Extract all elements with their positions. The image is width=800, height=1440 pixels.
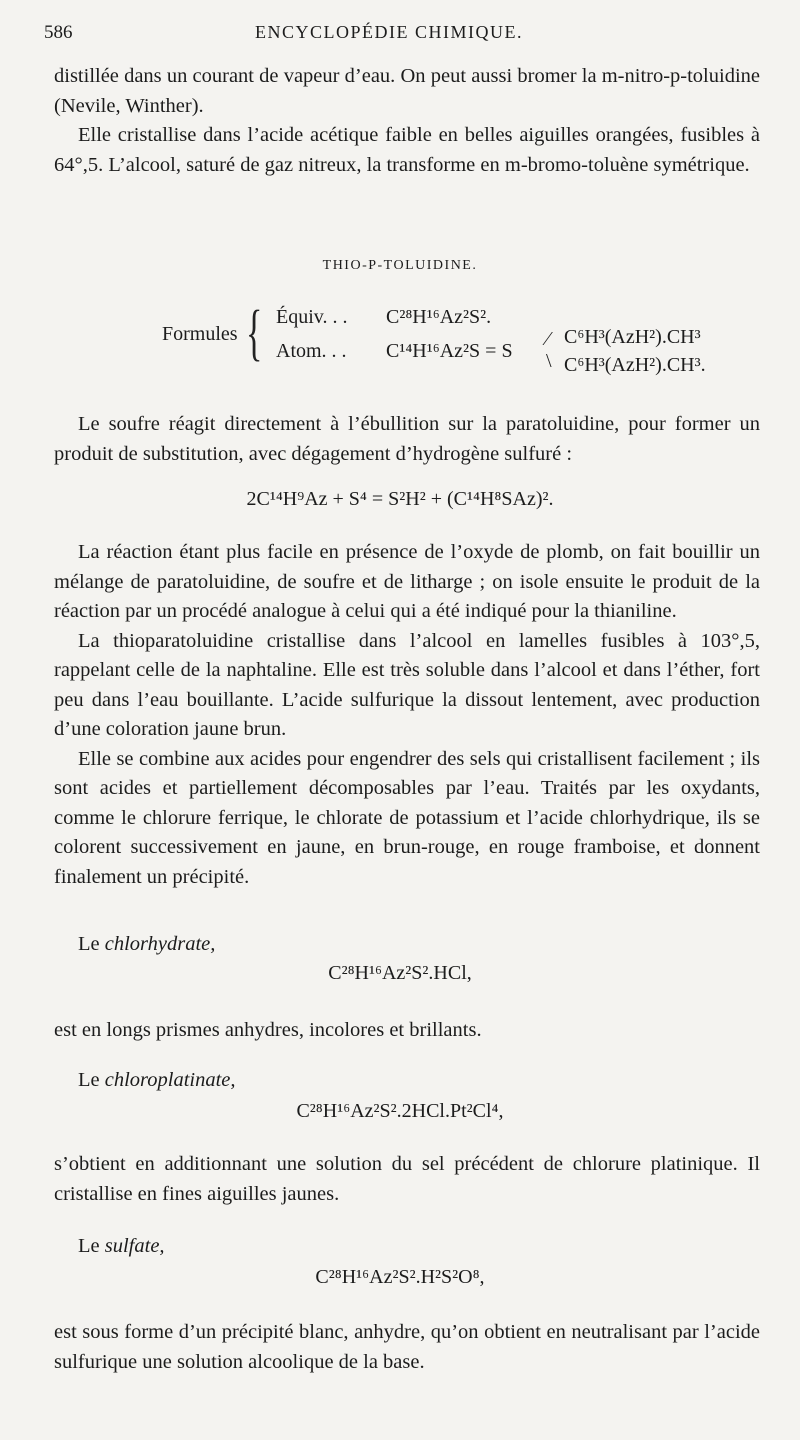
- page-number: 586: [44, 22, 73, 43]
- sulfate-name: sulfate,: [104, 1235, 165, 1257]
- chloroplatinate-desc: s’obtient en additionnant une solution du sel précédent de chlorure platinique. Il cristallise en fines aiguilles jaunes.: [54, 1153, 760, 1205]
- chloroplatinate-intro: [54, 1066, 760, 1096]
- equiv-label: Équiv. . .: [276, 306, 348, 328]
- brace-icon: {: [246, 299, 263, 367]
- equiv-row: [276, 306, 492, 329]
- atom-formula: C¹⁴H¹⁶Az²S = S: [386, 340, 513, 362]
- paragraph-continuation: distillée dans un courant de vapeur d’eau. On peut aussi bromer la m-nitro-p-toluidine (Nevile, Winther).: [54, 65, 760, 117]
- sulfate-desc-block: [54, 1318, 760, 1377]
- sulfate-intro: [54, 1232, 760, 1262]
- sulfate-le: Le: [78, 1235, 100, 1257]
- paragraph-thio: La thioparatoluidine cristallise dans l’alcool en lamelles fusibles à 103°,5, rappelant celle de la naphtaline. Elle est très soluble dans l’alcool et dans l’éther, fort peu dans l’eau bouillante. L’acide sulfurique la dissout lentement, avec production d’une coloration jaune brun.: [54, 629, 760, 740]
- equation: 2C¹⁴H⁹Az + S⁴ = S²H² + (C¹⁴H⁸SAz)².: [246, 488, 554, 510]
- intro-text: [54, 62, 760, 180]
- chloroplatinate-desc-block: [54, 1150, 760, 1209]
- chlorhydrate-desc-block: [54, 1016, 760, 1046]
- chlorhydrate-formula: C²⁸H¹⁶Az²S².HCl,: [328, 962, 472, 984]
- running-title: ENCYCLOPÉDIE CHIMIQUE.: [255, 22, 523, 42]
- chlorhydrate-intro: [54, 930, 760, 960]
- branch-top: C⁶H³(AzH²).CH³: [564, 326, 701, 348]
- formulas-label: Formules: [162, 323, 238, 345]
- paragraph-reaction: La réaction étant plus facile en présence de l’oxyde de plomb, on fait bouillir un mélange de paratoluidine, de soufre et de litharge ; on isole ensuite le produit de la réaction par un procédé analogue à celui qui a été indiqué pour la thianiline.: [54, 541, 760, 622]
- chloroplatinate-le: Le: [78, 1069, 100, 1091]
- equiv-formula: C²⁸H¹⁶Az²S².: [386, 306, 492, 328]
- page-header: [44, 22, 734, 52]
- chloroplatinate-formula: C²⁸H¹⁶Az²S².2HCl.Pt²Cl⁴,: [296, 1100, 504, 1122]
- atom-row: [276, 340, 513, 363]
- chloroplatinate-name: chloroplatinate,: [104, 1069, 236, 1091]
- sulfate-formula: C²⁸H¹⁶Az²S².H²S²O⁸,: [315, 1266, 485, 1288]
- chlorhydrate-le: Le: [78, 933, 100, 955]
- bond-up-icon: ⁄: [546, 328, 550, 350]
- body-text: [54, 538, 760, 892]
- paragraph-soufre-text: Le soufre réagit directement à l’ébullition sur la paratoluidine, pour former un produit de substitution, avec dégagement d’hydrogène sulfuré :: [54, 413, 760, 465]
- chlorhydrate-desc: est en longs prismes anhydres, incolores et brillants.: [54, 1019, 482, 1041]
- sulfate-desc: est sous forme d’un précipité blanc, anhydre, qu’on obtient en neutralisant par l’acide sulfurique une solution alcoolique de la base.: [54, 1321, 760, 1373]
- formula-block: [162, 300, 800, 380]
- section-heading: THIO-P-TOLUIDINE.: [322, 258, 478, 273]
- paragraph-crystallization: Elle cristallise dans l’acide acétique faible en belles aiguilles orangées, fusibles à 64°,5. L’alcool, saturé de gaz nitreux, la transforme en m-bromo-toluène symétrique.: [54, 124, 760, 176]
- chlorhydrate-name: chlorhydrate,: [104, 933, 216, 955]
- paragraph-soufre: [54, 410, 760, 469]
- atom-label: Atom. . .: [276, 340, 347, 362]
- branch-bottom: C⁶H³(AzH²).CH³.: [564, 354, 706, 376]
- paragraph-acides: Elle se combine aux acides pour engendrer des sels qui cristallisent facilement ; ils sont acides et partiellement décomposables par l’eau. Traités par les oxydants, comme le chlorure ferrique, le chlorate de potassium et l’acide chlorhydrique, ils se colorent successivement en jaune, en brun-rouge, en rouge framboise, et donnent finalement un précipité.: [54, 747, 760, 888]
- bond-down-icon: \: [546, 350, 552, 372]
